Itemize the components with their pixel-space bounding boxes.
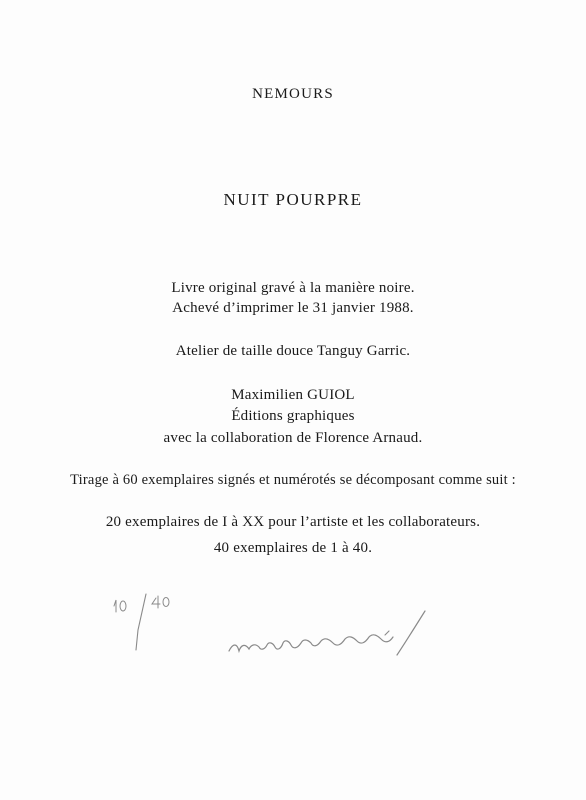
colophon-line-5: Éditions graphiques <box>231 408 355 424</box>
colophon-line-2: Achevé d’imprimer le 31 janvier 1988. <box>172 300 414 316</box>
book-title: NUIT POURPRE <box>223 190 363 209</box>
print-run-detail-2: 40 exemplaires de 1 à 40. <box>213 540 373 556</box>
artist-signature <box>225 605 445 675</box>
colophon-line-4: Maximilien GUIOL <box>231 387 355 403</box>
print-run-detail-1: 20 exemplaires de I à XX pour l’artiste et les collaborateurs. <box>105 514 481 530</box>
print-run-statement: Tirage à 60 exemplaires signés et numérotés se décomposant comme suit : <box>70 472 516 488</box>
colophon-line-3: Atelier de taille douce Tanguy Garric. <box>175 343 411 359</box>
handwritten-edition-number <box>110 590 190 660</box>
colophon-line-1: Livre original gravé à la manière noire. <box>171 280 415 296</box>
colophon-line-6: avec la collaboration de Florence Arnaud. <box>163 430 423 446</box>
author-name: NEMOURS <box>252 86 334 102</box>
